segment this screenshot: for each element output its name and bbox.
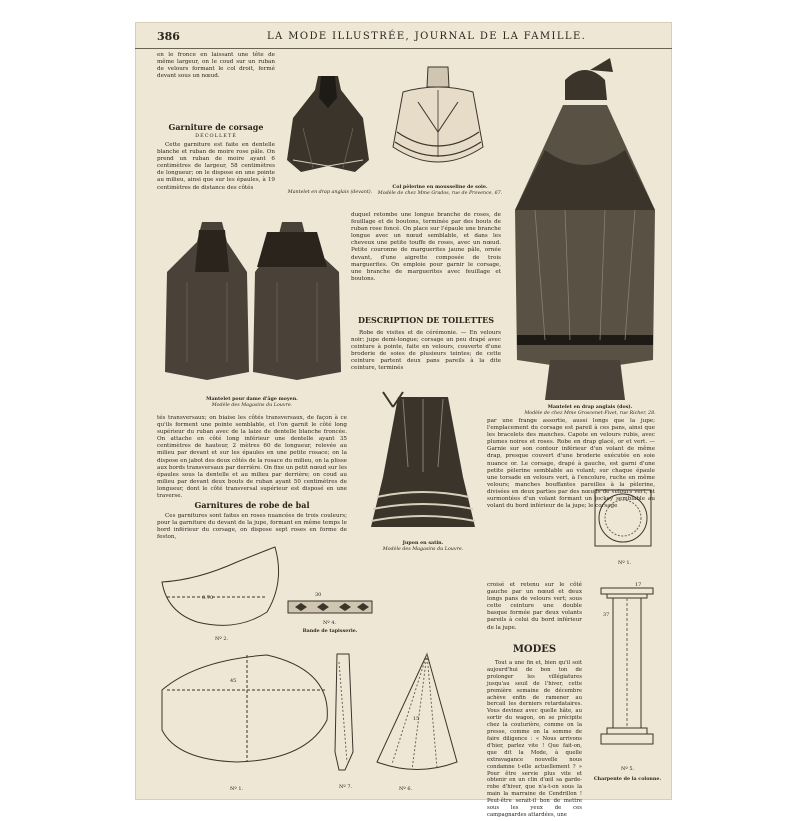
garniture-body: Cette garniture est faite en dentelle blanche et ruban de moire rose pâle. On prend un ruban de moire ayant 6 centimètres de largeur, 58 centimètres de longueur; on le dispose en une pointe au milieu, ainsi que sur les épaules, à 19 centimètres de distance des côtés bbox=[157, 142, 275, 191]
pattern-piece-n1 bbox=[157, 650, 337, 770]
square-diagram bbox=[593, 488, 653, 548]
label-n6: Nº 6. bbox=[399, 786, 413, 792]
caption-col-pelerine: Col pèlerine en mousseline de soie. Modèle de chez Mme Grados, rue de Provence, 67. bbox=[377, 184, 503, 196]
mantelet-back-illustration bbox=[505, 60, 665, 405]
page-number: 386 bbox=[157, 30, 180, 43]
label-n2: Nº 2. bbox=[215, 636, 229, 642]
label-dim-45: 45 bbox=[230, 678, 237, 684]
mantelet-dame-illustration bbox=[157, 212, 347, 392]
pattern-piece-n2 bbox=[157, 542, 287, 642]
label-n4: Nº 4. bbox=[323, 620, 337, 626]
modes-body: Tout a une fin et, bien qu'il soit aujourd'hui de bon ton de prolonger les villégiatures jusqu'au seuil de l'hiver, cette première semaine de décembre achève enfin de ramener au bercail les derniers retardataires. Vous devinez avec quelle hâte, au sortir du wagon, on se précipite chez la couturière, comme on la presse, comme on la somme de faire diligence : « Nous arrivons d'hier, parlez vite ! Que fait-on, que dit la Mode, à quelle extravagance nouvelle nous condamne t-elle actuellement ? » Pour être servie plus vite et obtenir en un clin d'œil sa garde-robe d'hiver, que n'a-t-on sous la main la marraine de Cendrillon ! Peut-être serait-il bon de mettre sous les yeux de ces campagnardes attardées, une bbox=[487, 660, 582, 818]
text-col2-mid: duquel retombe une longue branche de roses, de feuillage et de boutons, terminée par des bouts de ruban rose foncé. On place sur l'épaule une branche longue avec un nœud semblable, et dans les cheveux une petite touffe de roses, avec un nœud. Petite couronne de marguerites jaune pâle, ornée devant, d'une aigrette composée de trois marguerites. On emploie pour garnir le corsage, une branche de marguerites avec feuillage et boutons. bbox=[351, 212, 501, 282]
label-dim-30: 30 bbox=[315, 592, 322, 598]
label-n1-square: Nº 1. bbox=[618, 560, 632, 566]
label-n1-pattern: Nº 1. bbox=[230, 786, 244, 792]
tapestry-band bbox=[287, 600, 373, 614]
column-diagram bbox=[597, 582, 657, 762]
page-header bbox=[135, 22, 672, 49]
label-n7: Nº 7. bbox=[339, 784, 353, 790]
caption-mantelet-front: Mantelet en drap anglais (devant). bbox=[287, 190, 373, 195]
description-heading: DESCRIPTION DE TOILETTES bbox=[357, 315, 495, 325]
caption-mantelet-dame: Mantelet pour dame d'âge moyen. Modèle des Magasins du Louvre. bbox=[206, 396, 298, 408]
label-dim-17: 17 bbox=[635, 582, 642, 588]
caption-charpente: Charpente de la colonne. bbox=[593, 776, 662, 782]
label-dim-070: 0.70 bbox=[202, 595, 214, 601]
journal-page bbox=[135, 22, 672, 818]
modes-heading: MODES bbox=[512, 644, 557, 655]
caption-bande: Bande de tapisserie. bbox=[302, 628, 358, 634]
caption-jupon: Jupon en satin. Modèle des Magasins du Louvre. bbox=[382, 540, 464, 552]
pattern-piece-n7 bbox=[331, 652, 357, 772]
text-col3-mid: par une frange assortie, aussi longs que la jupe; l'emplacement du corsage est pareil à ces pans, ainsi que les bracelets des manches. Capote en velours rubis, avec plumes noires et roses. Robe en drap glacé, or et vert. — Garnie sur son contour inférieur d'un volant de même drap, presque couvert d'une broderie exécutée en soie nuance or. Le corsage, drapé à gauche, est garni d'une petite pèlerine semblable au volant; sur chaque épaule une torsade en velours vert, à l'encolure, ruche en même velours; manches bouffantes pareilles à la pèlerine, divisées en deux parties par des nœuds de velours vert, et surmontées d'un volant formant un jockey semblable au volant du bord inférieur de la jupe; le corsage bbox=[487, 418, 655, 510]
description-body: Robe de visites et de cérémonie. — En velours noir; jupe demi-longue; corsage un peu drapé avec ceinture à pointe, faite en velours, couverte d'une broderie de soies de plusieurs teintes; de cette ceinture partent deux pans pareils à la dite ceinture, terminés bbox=[351, 330, 501, 372]
label-dim-37: 37 bbox=[603, 612, 610, 618]
bal-body: Ces garnitures sont faites en roses nuancées de trois couleurs; pour la garniture du devant de la jupe, formant en même temps le bord inférieur du corsage, on dispose sept roses en forme de feston, bbox=[157, 513, 347, 541]
jupon-illustration bbox=[363, 387, 483, 537]
text-col3-low: croisé et retenu sur le côté gauche par un nœud et deux longs pans de velours vert; sous cette ceinture une double basque formée par deux volants pareils à celui du bord inférieur de la jupe. bbox=[487, 582, 582, 631]
bal-heading: Garnitures de robe de bal bbox=[194, 500, 310, 510]
label-dim-15: 15 bbox=[413, 716, 420, 722]
journal-title: LA MODE ILLUSTRÉE, JOURNAL DE LA FAMILLE. bbox=[267, 31, 587, 42]
label-n5: Nº 5. bbox=[621, 766, 635, 772]
mantelet-front-illustration bbox=[283, 68, 373, 188]
text-col1-mid: tés transversaux; on biaise les côtés transversaux, de façon à ce qu'ils forment une pointe semblable, et l'on garnit le côté long supérieur du ruban avec de la laize de dentelle blanche froncée. On attache en côté long inférieur une dentelle ayant 35 centimètres de hauteur, 2 mètres 60 de longueur, relevée au milieu par devant et sur les épaules en une petite rosace; on la dispose en jabot des deux côtés de la rosace du milieu, on la plisse aux bords transversaux par derrière. On fixe un petit nœud sur les épaules sous la dentelle et au milieu par derrière; on coud au milieu par devant deux bouts de ruban ayant 50 centimètres de longueur, dont le côté transversal supérieur est disposé en une traverse. bbox=[157, 415, 347, 500]
text-col1-top: en le fronce en laissant une tête de même largeur, on le coud sur un ruban de velours formant le col droit, fermé devant sous un nœud. bbox=[157, 52, 275, 80]
garniture-heading: Garniture de corsage bbox=[168, 122, 264, 132]
col-pelerine-illustration bbox=[383, 62, 493, 182]
caption-mantelet-back: Mantelet en drap anglais (dos). Modèle de chez Mme Groscenet-Fivet, rue Richer, 28. bbox=[524, 404, 656, 416]
garniture-sub: DÉCOLLETÉ bbox=[195, 133, 237, 139]
